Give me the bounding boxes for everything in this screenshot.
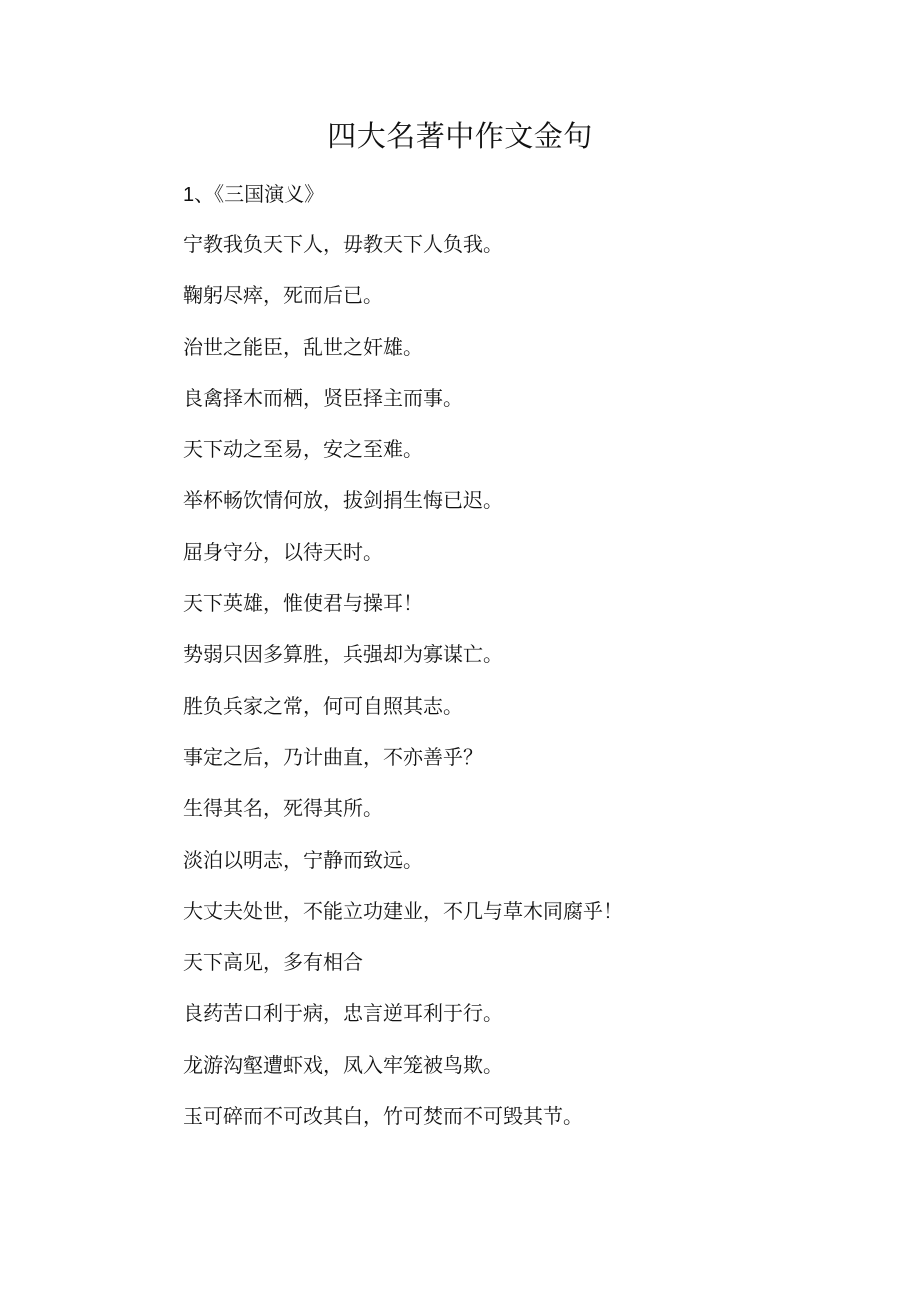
quote-line: 事定之后，乃计曲直，不亦善乎？ <box>183 744 483 769</box>
quote-line: 玉可碎而不可改其白，竹可焚而不可毁其节。 <box>183 1104 583 1129</box>
document-title: 四大名著中作文金句 <box>327 119 593 153</box>
quote-list <box>183 226 623 1149</box>
quote-line: 势弱只因多算胜，兵强却为寡谋亡。 <box>183 642 503 667</box>
quote-line: 天下动之至易，安之至难。 <box>183 437 423 462</box>
quote-line: 大丈夫处世，不能立功建业，不几与草木同腐乎！ <box>183 898 623 923</box>
section-number: 1 <box>183 184 195 206</box>
quote-line: 龙游沟壑遭虾戏，凤入牢笼被鸟欺。 <box>183 1052 503 1077</box>
quote-line: 良禽择木而栖，贤臣择主而事。 <box>183 385 463 410</box>
quote-line: 生得其名，死得其所。 <box>183 796 383 821</box>
quote-line: 鞠躬尽瘁，死而后已。 <box>183 283 383 308</box>
quote-line: 良药苦口利于病，忠言逆耳利于行。 <box>183 1001 503 1026</box>
quote-line: 胜负兵家之常，何可自照其志。 <box>183 693 463 718</box>
quote-line: 淡泊以明志，宁静而致远。 <box>183 847 423 872</box>
section-separator: 、 <box>194 182 215 206</box>
section-heading <box>183 176 324 213</box>
quote-line: 天下英雄，惟使君与操耳！ <box>183 591 423 616</box>
quote-line: 天下高见，多有相合 <box>183 950 363 975</box>
quote-line: 宁教我负天下人，毋教天下人负我。 <box>183 232 503 256</box>
quote-line: 治世之能臣，乱世之奸雄。 <box>183 334 423 359</box>
quote-line: 举杯畅饮情何放，拔剑捐生悔已迟。 <box>183 488 503 513</box>
section-book-title: 《三国演义》 <box>214 182 325 206</box>
quote-line: 屈身守分，以待天时。 <box>183 539 383 564</box>
